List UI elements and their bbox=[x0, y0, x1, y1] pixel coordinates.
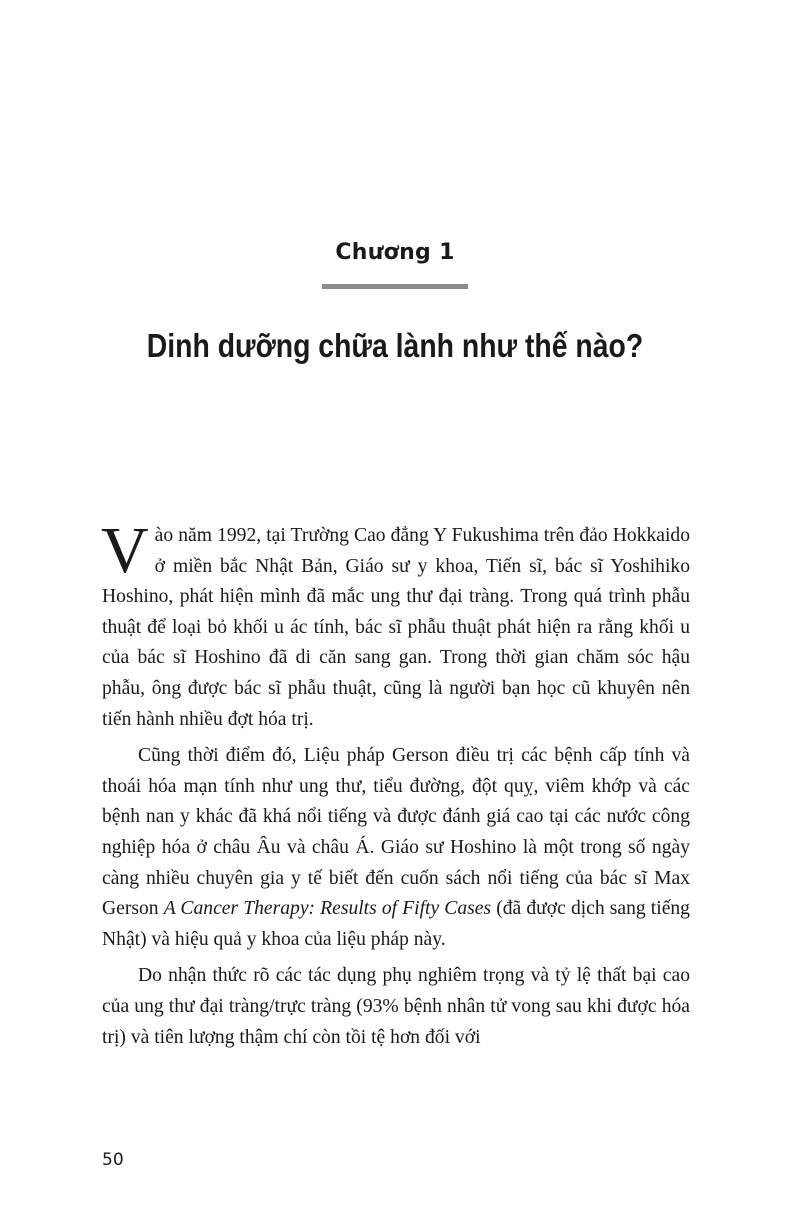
book-title: A Cancer Therapy: Results of Fifty Cases bbox=[163, 898, 492, 920]
chapter-title: Dinh dưỡng chữa lành như thế nào? bbox=[146, 327, 644, 364]
page-number: 50 bbox=[102, 1150, 124, 1170]
chapter-divider bbox=[322, 284, 468, 289]
paragraph-3-text: Do nhận thức rõ các tác dụng phụ nghiêm trọng và tỷ lệ thất bại cao của ung thư đại tràng/trực tràng (93% bệnh nhân tử vong sau khi được hóa trị) và tiên lượng thậm chí còn tồi tệ hơn đối với bbox=[102, 965, 690, 1048]
paragraph-1-text: ào năm 1992, tại Trường Cao đẳng Y Fukushima trên đảo Hokkaido ở miền bắc Nhật Bản, Giáo sư y khoa, Tiến sĩ, bác sĩ Yoshihiko Hoshino, phát hiện mình đã mắc ung thư đại tràng. Trong quá trình phẫu thuật để loại bỏ khối u ác tính, bác sĩ phẫu thuật phát hiện ra rằng khối u của bác sĩ Hoshino đã di căn sang gan. Trong thời gian chăm sóc hậu phẫu, ông được bác sĩ phẫu thuật, cũng là người bạn học cũ khuyên nên tiến hành nhiều đợt hóa trị. bbox=[102, 525, 690, 730]
chapter-label: Chương 1 bbox=[335, 240, 455, 265]
paragraph-1 bbox=[101, 514, 690, 735]
paragraph-2 bbox=[102, 741, 690, 955]
paragraph-3 bbox=[102, 961, 690, 1053]
drop-cap: V bbox=[101, 514, 149, 587]
body-text bbox=[101, 514, 690, 1059]
paragraph-2-text-before: Cũng thời điểm đó, Liệu pháp Gerson điều trị các bệnh cấp tính và thoái hóa mạn tính như ung thư, tiểu đường, đột quỵ, viêm khớp và các bệnh nan y khác đã khá nổi tiếng và được đánh giá cao tại các nước công nghiệp hóa ở châu Âu và châu Á. Giáo sư Hoshino là một trong số ngày càng nhiều chuyên gia y tế biết đến cuốn sách nổi tiếng của bác sĩ Max Gerson bbox=[102, 745, 690, 920]
paragraph-2-text-after: (đã được dịch sang tiếng Nhật) và hiệu quả y khoa của liệu pháp này. bbox=[102, 898, 690, 950]
